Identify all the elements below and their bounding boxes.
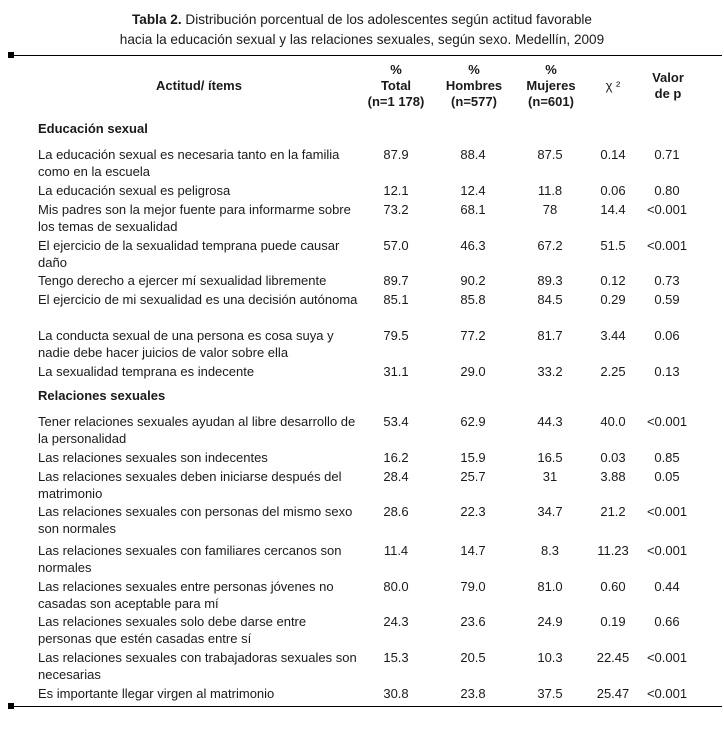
cell-total: 12.1 xyxy=(383,183,409,198)
header-chi xyxy=(588,78,638,94)
cell-p: 0.80 xyxy=(654,183,680,198)
cell-chi: 11.23 xyxy=(597,543,629,558)
cell-p: 0.05 xyxy=(654,469,680,484)
cell-hombres: 15.9 xyxy=(460,450,486,465)
cell-chi: 0.19 xyxy=(600,614,626,629)
caption-text-1: Distribución porcentual de los adolescentes según actitud favorable xyxy=(185,12,592,27)
cell-total: 16.2 xyxy=(383,450,409,465)
cell-total: 79.5 xyxy=(383,328,409,343)
cell-p: 0.66 xyxy=(654,614,680,629)
row-item-text: Las relaciones sexuales con personas del mismo sexo son normales xyxy=(38,504,353,536)
cell-hombres: 46.3 xyxy=(460,238,486,253)
cell-total: 11.4 xyxy=(383,543,409,558)
row-item-text: Mis padres son la mejor fuente para informarme sobre los temas de sexualidad xyxy=(38,202,351,234)
caption-label: Tabla 2. xyxy=(132,12,182,27)
row-item-text: Tengo derecho a ejercer mí sexualidad libremente xyxy=(38,273,327,288)
header-mujeres-label: Mujeres xyxy=(526,78,576,93)
cell-p: 0.85 xyxy=(654,450,680,465)
cell-mujeres: 89.3 xyxy=(537,273,563,288)
header-mujeres xyxy=(515,62,587,110)
cell-mujeres: 34.7 xyxy=(537,504,563,519)
header-p xyxy=(640,70,696,102)
cell-p: <0.001 xyxy=(646,238,688,253)
cell-mujeres: 78 xyxy=(542,202,558,217)
cell-total: 53.4 xyxy=(383,414,409,429)
section-title: Relaciones sexuales xyxy=(38,388,166,403)
header-item-label: Actitud/ ítems xyxy=(156,78,242,93)
cell-mujeres: 10.3 xyxy=(537,650,563,665)
cell-hombres: 25.7 xyxy=(460,469,486,484)
cell-p: 0.59 xyxy=(654,292,680,307)
row-item-text: La educación sexual es necesaria tanto en la familia como en la escuela xyxy=(38,147,340,179)
cell-mujeres: 33.2 xyxy=(537,364,563,379)
cell-total: 85.1 xyxy=(383,292,409,307)
cell-chi: 51.5 xyxy=(600,238,626,253)
header-hombres-pct: % xyxy=(468,62,480,77)
header-total-label: Total xyxy=(380,78,412,93)
header-hombres-label: Hombres xyxy=(445,78,503,93)
row-item-text: La conducta sexual de una persona es cosa suya y nadie debe hacer juicios de valor sobre ella xyxy=(38,328,334,360)
cell-mujeres: 67.2 xyxy=(537,238,563,253)
cell-chi: 3.88 xyxy=(600,469,626,484)
cell-total: 57.0 xyxy=(383,238,409,253)
cell-p: <0.001 xyxy=(646,202,688,217)
cell-p: 0.71 xyxy=(654,147,680,162)
cell-p: <0.001 xyxy=(646,650,688,665)
section-title: Educación sexual xyxy=(38,121,148,136)
cell-p: 0.06 xyxy=(654,328,680,343)
header-mujeres-n: (n=601) xyxy=(528,94,574,109)
table-caption xyxy=(0,10,724,50)
row-item-text: La educación sexual es peligrosa xyxy=(38,183,231,198)
header-item xyxy=(38,78,360,94)
cell-mujeres: 84.5 xyxy=(537,292,563,307)
cell-p: <0.001 xyxy=(646,543,688,558)
row-item-text: Las relaciones sexuales solo debe darse entre personas que estén casadas entre sí xyxy=(38,614,307,646)
cell-mujeres: 16.5 xyxy=(537,450,563,465)
cell-hombres: 85.8 xyxy=(460,292,486,307)
cell-total: 24.3 xyxy=(383,614,409,629)
cell-chi: 0.60 xyxy=(600,579,626,594)
cell-p: <0.001 xyxy=(646,686,688,701)
header-p-line1: Valor xyxy=(652,70,684,85)
cell-chi: 0.03 xyxy=(600,450,626,465)
cell-total: 15.3 xyxy=(383,650,409,665)
cell-chi: 25.47 xyxy=(596,686,630,701)
cell-mujeres: 8.3 xyxy=(540,543,560,558)
caption-line-2: hacia la educación sexual y las relaciones sexuales, según sexo. Medellín, 2009 xyxy=(119,32,605,47)
header-total-pct: % xyxy=(390,62,402,77)
cell-chi: 21.2 xyxy=(600,504,626,519)
cell-chi: 3.44 xyxy=(600,328,626,343)
row-item-text: Las relaciones sexuales entre personas jóvenes no casadas son aceptable para mí xyxy=(38,579,334,611)
cell-total: 28.6 xyxy=(383,504,409,519)
cell-hombres: 62.9 xyxy=(460,414,486,429)
cell-hombres: 90.2 xyxy=(460,273,486,288)
row-item-text: Las relaciones sexuales con familiares cercanos son normales xyxy=(38,543,342,575)
row-item-text: El ejercicio de la sexualidad temprana puede causar daño xyxy=(38,238,340,270)
cell-chi: 2.25 xyxy=(600,364,626,379)
cell-hombres: 23.6 xyxy=(460,614,486,629)
header-p-line2: de p xyxy=(654,86,682,101)
header-hombres xyxy=(438,62,510,110)
row-item-text: La sexualidad temprana es indecente xyxy=(38,364,255,379)
cell-mujeres: 87.5 xyxy=(537,147,563,162)
row-item-text: Las relaciones sexuales con trabajadoras sexuales son necesarias xyxy=(38,650,357,682)
cell-hombres: 77.2 xyxy=(460,328,486,343)
top-rule xyxy=(12,55,722,56)
header-chi-label: χ ² xyxy=(605,78,621,93)
cell-total: 30.8 xyxy=(383,686,409,701)
header-mujeres-pct: % xyxy=(545,62,557,77)
cell-hombres: 79.0 xyxy=(460,579,486,594)
header-hombres-n: (n=577) xyxy=(451,94,497,109)
cell-mujeres: 11.8 xyxy=(537,183,563,198)
row-item-text: Tener relaciones sexuales ayudan al libre desarrollo de la personalidad xyxy=(38,414,356,446)
cell-p: 0.73 xyxy=(654,273,680,288)
cell-total: 87.9 xyxy=(383,147,409,162)
cell-mujeres: 31 xyxy=(542,469,558,484)
caption-line-1 xyxy=(0,10,724,30)
header-total-n: (n=1 178) xyxy=(367,94,425,109)
cell-p: <0.001 xyxy=(646,504,688,519)
cell-hombres: 14.7 xyxy=(460,543,486,558)
cell-hombres: 12.4 xyxy=(460,183,486,198)
bottom-rule xyxy=(12,706,722,707)
cell-total: 31.1 xyxy=(383,364,409,379)
cell-total: 28.4 xyxy=(383,469,409,484)
cell-p: 0.44 xyxy=(654,579,680,594)
header-total xyxy=(361,62,431,110)
cell-chi: 14.4 xyxy=(600,202,626,217)
cell-mujeres: 81.7 xyxy=(537,328,563,343)
row-item-text: Las relaciones sexuales deben iniciarse después del matrimonio xyxy=(38,469,342,501)
row-item-text: Las relaciones sexuales son indecentes xyxy=(38,450,268,465)
row-item-text: Es importante llegar virgen al matrimonio xyxy=(38,686,275,701)
cell-chi: 0.29 xyxy=(600,292,626,307)
cell-mujeres: 44.3 xyxy=(537,414,563,429)
row-item-text: El ejercicio de mi sexualidad es una decisión autónoma xyxy=(38,292,358,307)
cell-total: 80.0 xyxy=(383,579,409,594)
cell-mujeres: 81.0 xyxy=(537,579,563,594)
cell-chi: 0.14 xyxy=(600,147,626,162)
cell-hombres: 29.0 xyxy=(460,364,486,379)
cell-total: 89.7 xyxy=(383,273,409,288)
cell-p: 0.13 xyxy=(654,364,680,379)
cell-hombres: 22.3 xyxy=(460,504,486,519)
cell-mujeres: 24.9 xyxy=(537,614,563,629)
cell-hombres: 23.8 xyxy=(460,686,486,701)
cell-mujeres: 37.5 xyxy=(537,686,563,701)
cell-total: 73.2 xyxy=(383,202,409,217)
cell-p: <0.001 xyxy=(646,414,688,429)
cell-chi: 40.0 xyxy=(600,414,626,429)
cell-hombres: 88.4 xyxy=(460,147,486,162)
cell-chi: 22.45 xyxy=(596,650,630,665)
cell-hombres: 20.5 xyxy=(460,650,486,665)
cell-chi: 0.06 xyxy=(600,183,626,198)
cell-hombres: 68.1 xyxy=(460,202,486,217)
cell-chi: 0.12 xyxy=(600,273,626,288)
